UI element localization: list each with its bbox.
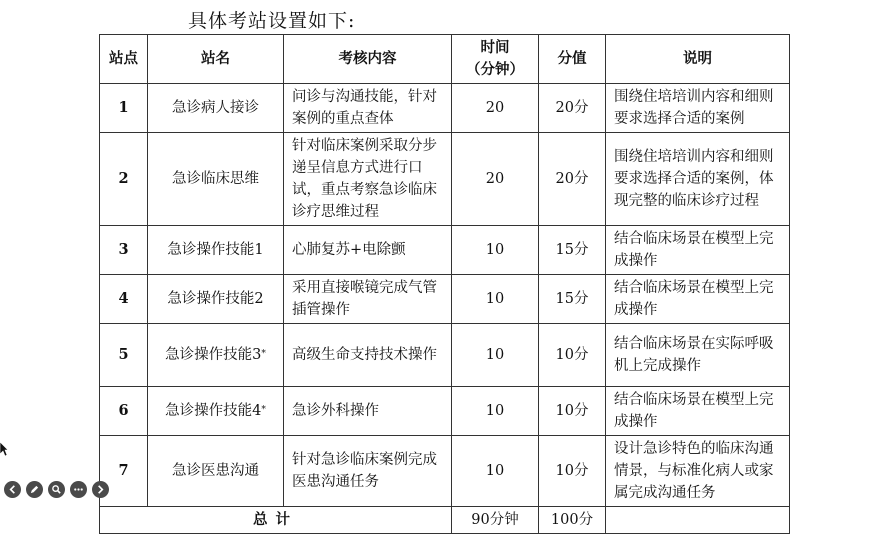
- pen-icon[interactable]: [26, 481, 43, 498]
- table-row: [100, 324, 790, 387]
- station-name: [148, 133, 284, 226]
- table-row: [100, 436, 790, 507]
- station-name-text: 急诊操作技能2: [167, 291, 264, 307]
- station-number: 6: [100, 387, 148, 436]
- station-notes: 围绕住培培训内容和细则要求选择合适的案例，体现完整的临床诊疗过程: [606, 133, 790, 226]
- station-name: [148, 436, 284, 507]
- station-number: 7: [100, 436, 148, 507]
- station-notes: 结合临床场景在实际呼吸机上完成操作: [606, 324, 790, 387]
- table-row: [100, 275, 790, 324]
- station-name-text: 急诊病人接诊: [172, 100, 259, 116]
- table-total-row: [100, 507, 790, 534]
- table-row: [100, 387, 790, 436]
- header-time-line2: （分钟）: [466, 61, 524, 78]
- station-content: 针对急诊临床案例完成医患沟通任务: [284, 436, 452, 507]
- station-number: 1: [100, 84, 148, 133]
- header-time: [452, 35, 539, 84]
- station-name: [148, 226, 284, 275]
- table-row: [100, 226, 790, 275]
- header-score: 分值: [539, 35, 606, 84]
- station-score: 15分: [539, 275, 606, 324]
- search-icon[interactable]: [48, 481, 65, 498]
- station-score: 10分: [539, 387, 606, 436]
- station-number: 4: [100, 275, 148, 324]
- station-score: 20分: [539, 84, 606, 133]
- station-notes: 结合临床场景在模型上完成操作: [606, 275, 790, 324]
- total-score: 100分: [539, 507, 606, 534]
- station-notes: 结合临床场景在模型上完成操作: [606, 226, 790, 275]
- header-name: 站名: [148, 35, 284, 84]
- station-content: 高级生命支持技术操作: [284, 324, 452, 387]
- station-time: 10: [452, 387, 539, 436]
- arrow-left-icon[interactable]: [4, 481, 21, 498]
- mouse-cursor-icon: [0, 442, 8, 456]
- station-content: 心肺复苏+电除颤: [284, 226, 452, 275]
- station-time: 20: [452, 84, 539, 133]
- station-score: 20分: [539, 133, 606, 226]
- arrow-right-icon[interactable]: [92, 481, 109, 498]
- station-name-text: 急诊临床思维: [172, 171, 259, 187]
- station-time: 10: [452, 226, 539, 275]
- page-heading: 具体考站设置如下:: [188, 10, 356, 32]
- station-score: 10分: [539, 436, 606, 507]
- station-name-mark: *: [261, 405, 266, 415]
- station-content: 采用直接喉镜完成气管插管操作: [284, 275, 452, 324]
- station-content: 问诊与沟通技能，针对案例的重点查体: [284, 84, 452, 133]
- station-name: [148, 324, 284, 387]
- station-name: [148, 84, 284, 133]
- total-time: 90分钟: [452, 507, 539, 534]
- table-row: [100, 133, 790, 226]
- station-name: [148, 275, 284, 324]
- station-content: 针对临床案例采取分步递呈信息方式进行口试，重点考察急诊临床诊疗思维过程: [284, 133, 452, 226]
- total-label: 总计: [100, 507, 452, 534]
- station-time: 10: [452, 275, 539, 324]
- station-notes: 设计急诊特色的临床沟通情景，与标准化病人或家属完成沟通任务: [606, 436, 790, 507]
- station-name-text: 急诊操作技能1: [167, 242, 264, 258]
- station-name: [148, 387, 284, 436]
- header-station: 站点: [100, 35, 148, 84]
- more-icon[interactable]: [70, 481, 87, 498]
- station-name-mark: *: [261, 349, 266, 359]
- station-score: 15分: [539, 226, 606, 275]
- header-time-line1: 时间: [480, 39, 510, 56]
- station-name-text: 急诊操作技能4: [165, 403, 262, 419]
- table-header-row: [100, 35, 790, 84]
- station-time: 10: [452, 436, 539, 507]
- station-content: 急诊外科操作: [284, 387, 452, 436]
- presentation-toolbar: [0, 478, 124, 500]
- station-notes: 围绕住培培训内容和细则要求选择合适的案例: [606, 84, 790, 133]
- station-score: 10分: [539, 324, 606, 387]
- station-notes: 结合临床场景在模型上完成操作: [606, 387, 790, 436]
- station-number: 5: [100, 324, 148, 387]
- station-table: [99, 34, 790, 534]
- header-notes: 说明: [606, 35, 790, 84]
- station-time: 20: [452, 133, 539, 226]
- station-number: 3: [100, 226, 148, 275]
- table-row: [100, 84, 790, 133]
- header-content: 考核内容: [284, 35, 452, 84]
- station-time: 10: [452, 324, 539, 387]
- station-name-text: 急诊医患沟通: [172, 463, 259, 479]
- station-name-text: 急诊操作技能3: [165, 347, 262, 363]
- station-number: 2: [100, 133, 148, 226]
- total-notes-empty: [606, 507, 790, 534]
